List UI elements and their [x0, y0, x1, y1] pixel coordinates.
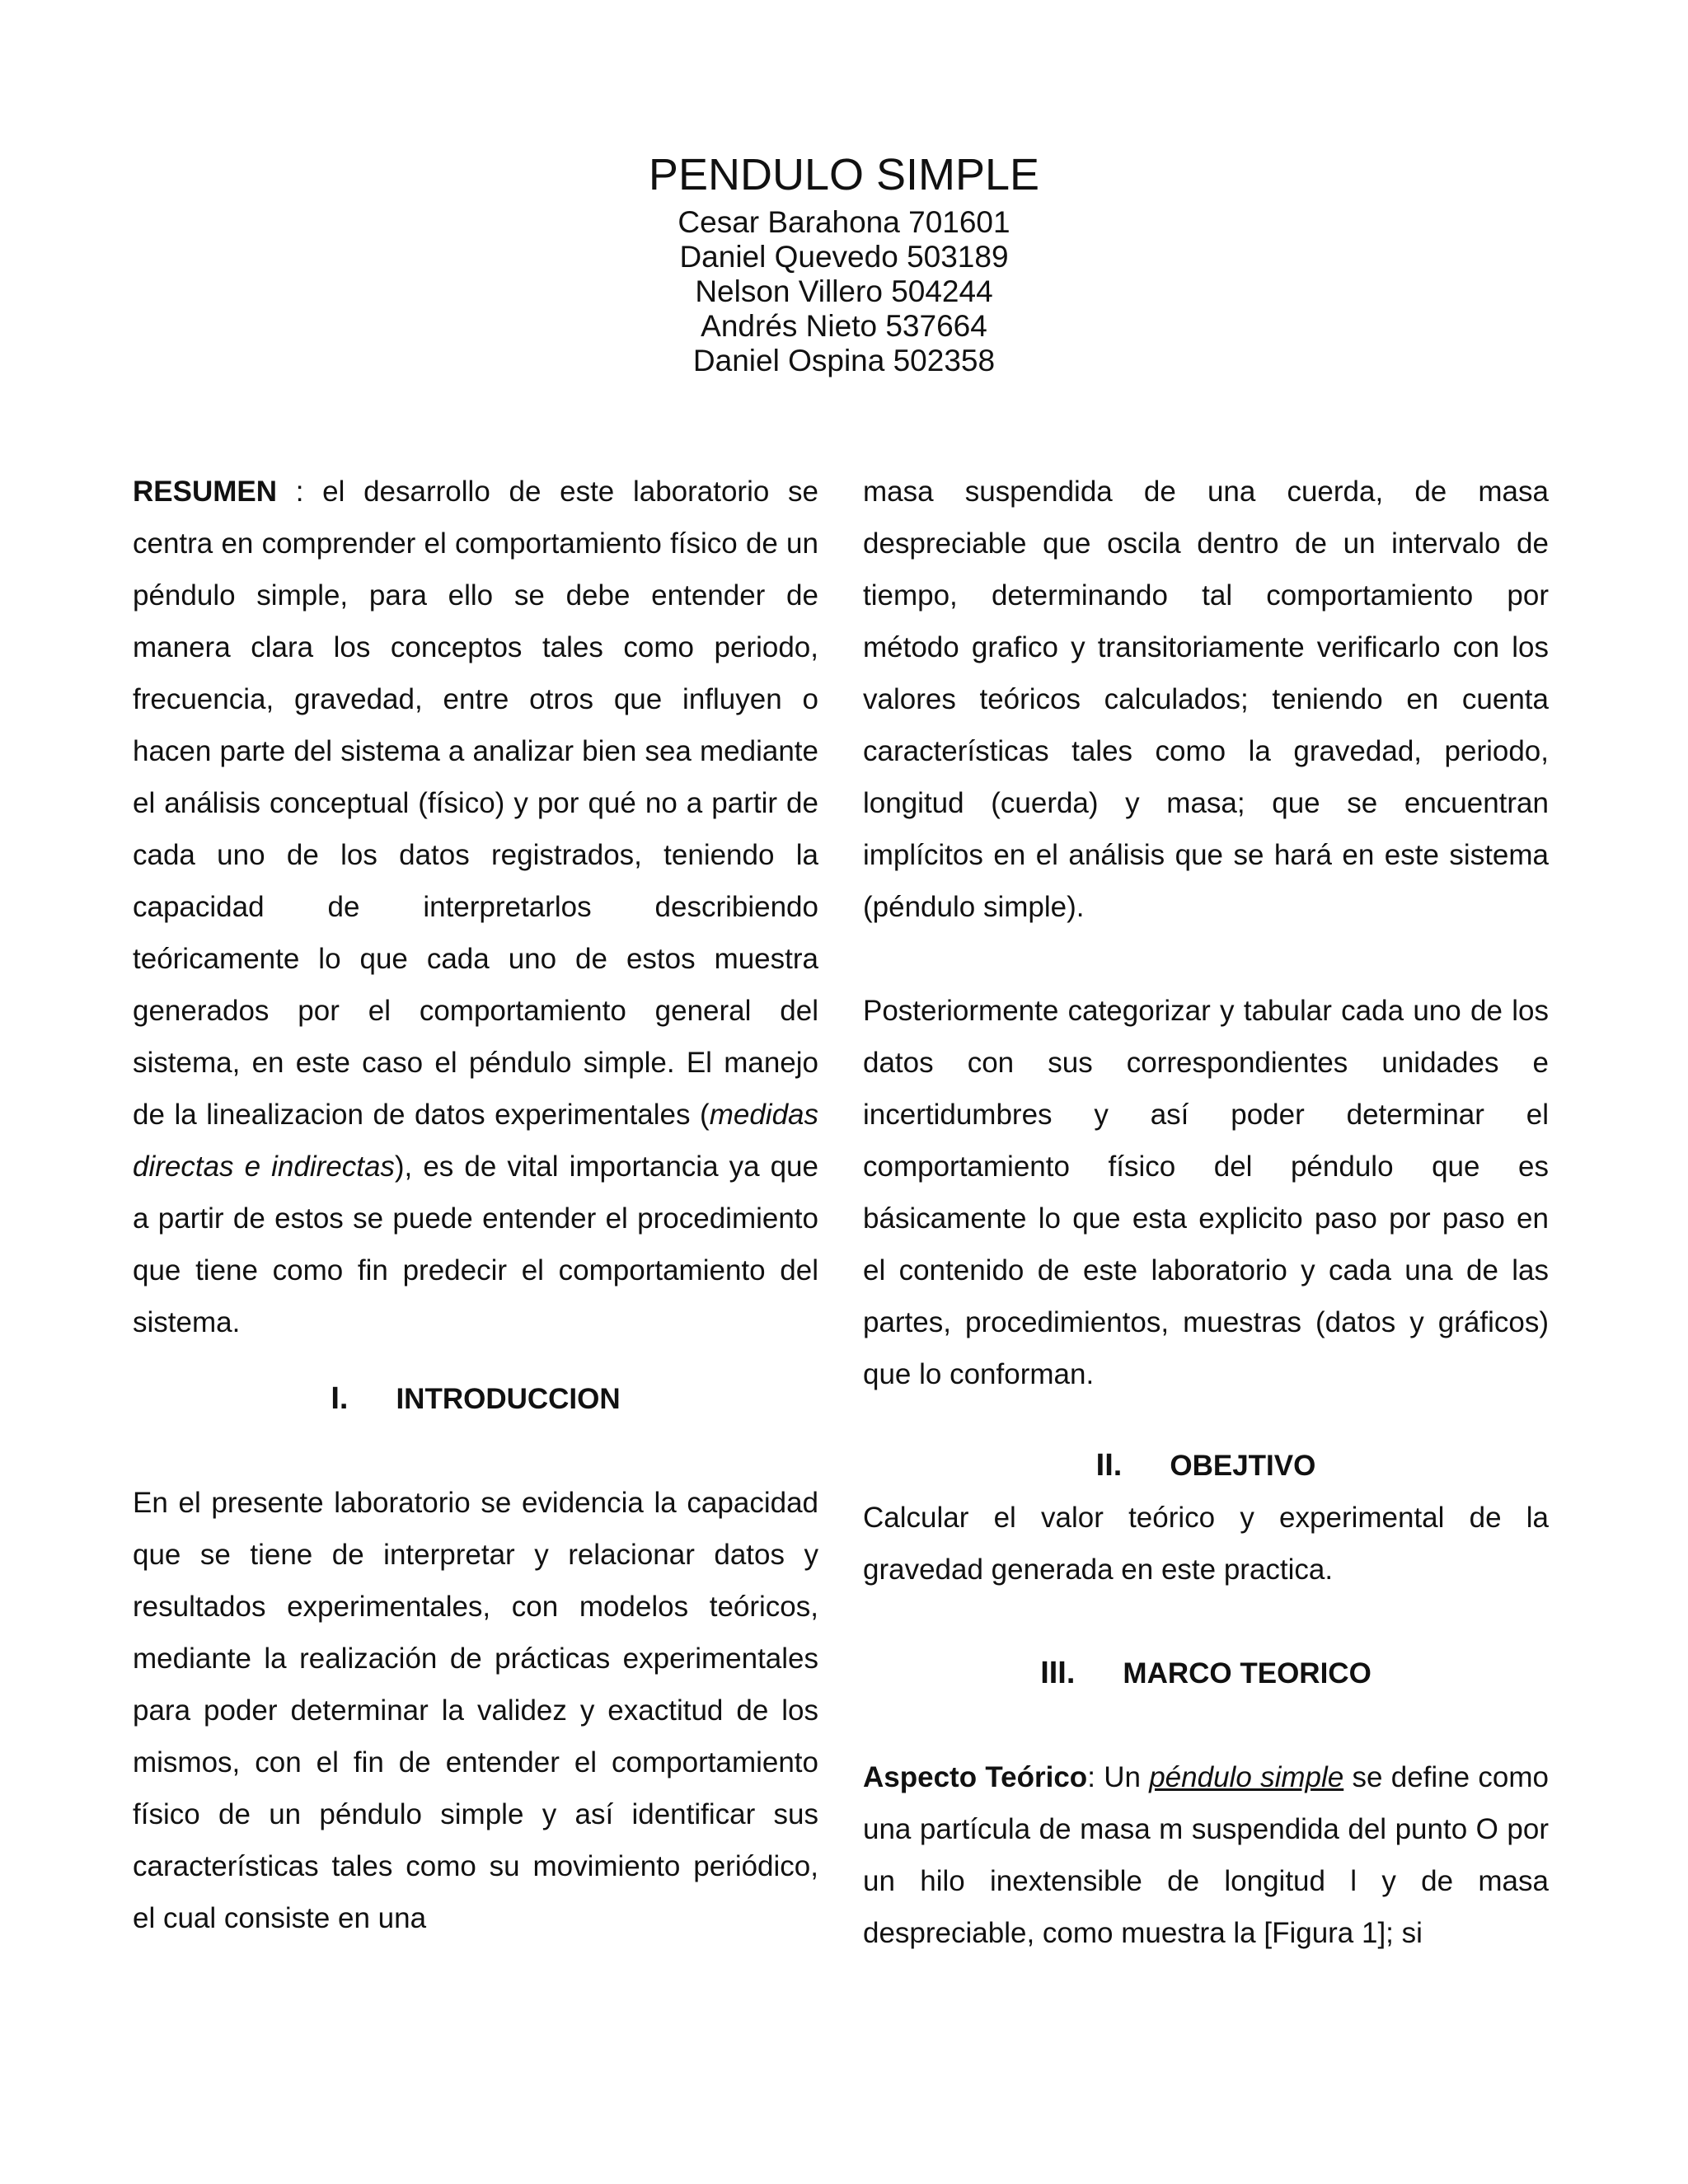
objetivo-paragraph: Calcular el valor teórico y experimental de la gravedad generada en este practica.	[863, 1502, 1549, 1586]
author-line: Daniel Quevedo 503189	[679, 240, 1009, 274]
author-line: Cesar Barahona 701601	[678, 205, 1010, 239]
resumen-label: RESUMEN	[133, 476, 278, 508]
pendulo-simple-term: péndulo simple	[1149, 1761, 1344, 1793]
section-number: II.	[1095, 1448, 1123, 1483]
title-block	[0, 144, 1688, 378]
section-title: OBEJTIVO	[1170, 1450, 1316, 1482]
section-heading-introduccion	[133, 1373, 818, 1425]
resumen-italic: medidas directas e indirectas	[133, 1099, 818, 1183]
resumen-text-a: el desarrollo de este laboratorio se centra en comprender el comportamiento físico de un péndulo simple, para ello se debe entender de manera clara los conceptos tales como periodo, frecuencia, gravedad, entre otros que influyen o hacen parte del sistema a analizar bien sea mediante el análisis conceptual (físico) y por qué no a partir de cada uno de los datos registrados, teniendo la capacidad de interpretarlos describiendo teóricamente lo que cada uno de estos muestra generados por el comportamiento general del sistema, en este caso el péndulo simple. El manejo de la linealizacion de datos experimentales (	[133, 476, 818, 1131]
right-column	[863, 466, 1549, 1959]
section-number: I.	[331, 1381, 349, 1416]
aspecto-teorico-label: Aspecto Teórico	[863, 1761, 1088, 1793]
section-heading-marco-teorico	[863, 1647, 1549, 1699]
marco-paragraph	[863, 1751, 1549, 1959]
author-list	[0, 205, 1688, 378]
left-column	[133, 466, 818, 1944]
resumen-separator: :	[277, 476, 323, 508]
introduccion-paragraph-part1: En el presente laboratorio se evidencia la capacidad que se tiene de interpretar y relacionar datos y resultados experimentales, con modelos teóricos, mediante la realización de prácticas experimentales para poder determinar la validez y exactitud de los mismos, con el fin de entender el comportamiento físico de un péndulo simple y así identificar sus características tales como su movimiento periódico, el cual consiste en una	[133, 1487, 818, 1934]
author-line: Nelson Villero 504244	[695, 274, 993, 308]
author-line: Daniel Ospina 502358	[692, 344, 996, 377]
section-number: III.	[1040, 1656, 1076, 1690]
marco-separator: : Un	[1087, 1761, 1150, 1793]
author-line: Andrés Nieto 537664	[701, 309, 987, 343]
marco-text: se define como una partícula de masa m suspendida del punto O por un hilo inextensible de longitud l y de masa despreciable, como muestra la [Figura 1]; si	[863, 1761, 1549, 1949]
introduccion-paragraph-part2: masa suspendida de una cuerda, de masa despreciable que oscila dentro de un intervalo de tiempo, determinando tal comportamiento por método grafico y transitoriamente verificarlo con los valores teóricos calculados; teniendo en cuenta características tales como la gravedad, periodo, longitud (cuerda) y masa; que se encuentran implícitos en el análisis que se hará en este sistema (péndulo simple).	[863, 476, 1549, 923]
paper-title: PENDULO SIMPLE	[648, 150, 1040, 199]
section-title: INTRODUCCION	[396, 1383, 621, 1415]
resumen-text-b: ), es de vital importancia ya que a partir de estos se puede entender el procedimiento que tiene como fin predecir el comportamiento del sistema.	[133, 1151, 818, 1338]
section-heading-objetivo	[863, 1440, 1549, 1492]
introduccion-paragraph-2: Posteriormente categorizar y tabular cada uno de los datos con sus correspondientes unidades e incertidumbres y así poder determinar el comportamiento físico del péndulo que es básicamente lo que esta explicito paso por paso en el contenido de este laboratorio y cada una de las partes, procedimientos, muestras (datos y gráficos) que lo conforman.	[863, 995, 1549, 1390]
section-title: MARCO TEORICO	[1123, 1657, 1372, 1690]
resumen-paragraph	[133, 466, 818, 1348]
